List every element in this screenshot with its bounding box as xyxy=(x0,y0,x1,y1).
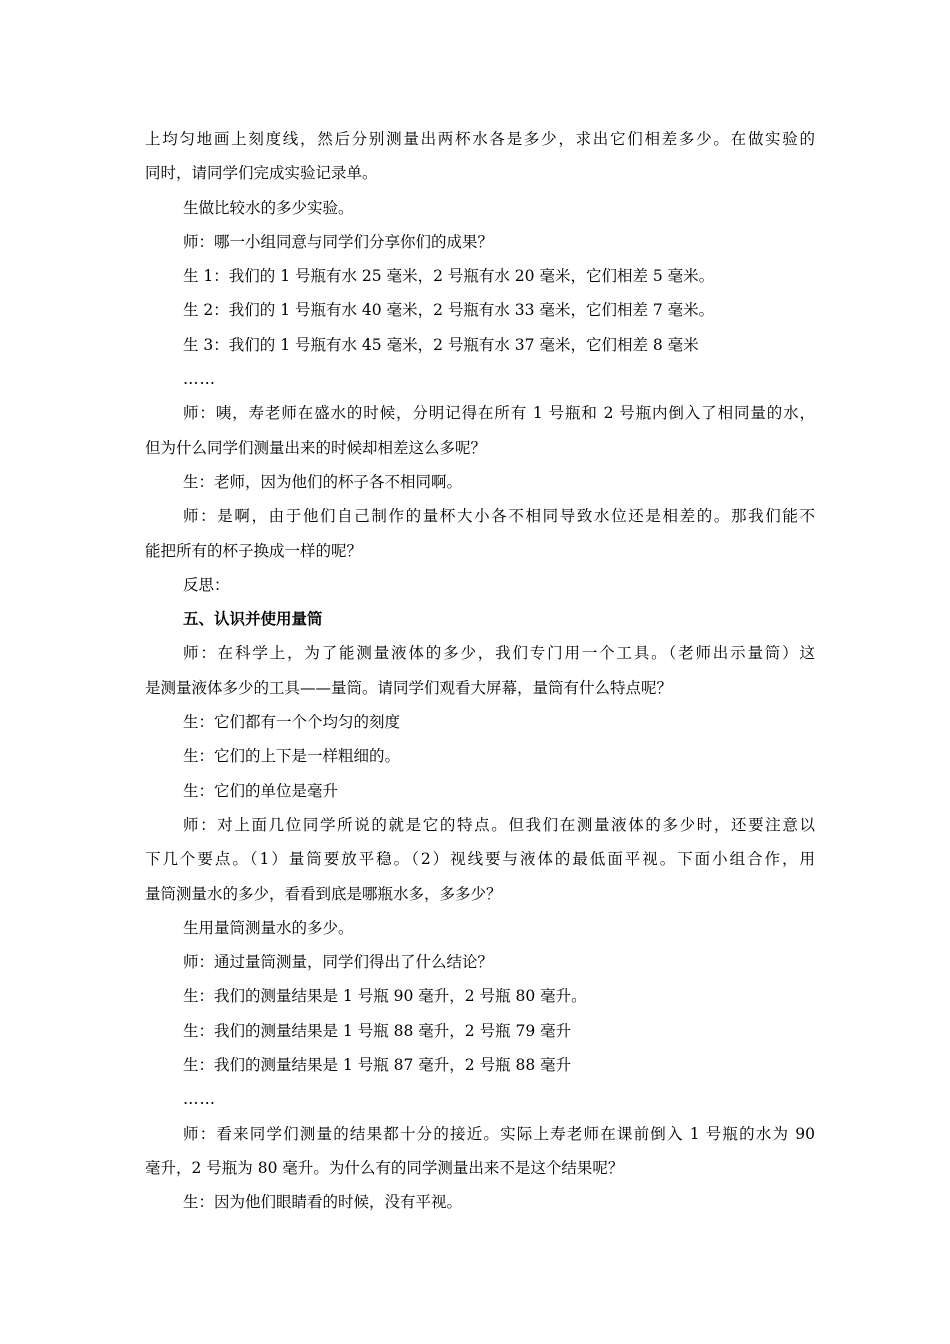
dialogue-line: 师：咦，寿老师在盛水的时候，分明记得在所有 1 号瓶和 2 号瓶内倒入了相同量的水， xyxy=(183,404,815,423)
dialogue-line: 但为什么同学们测量出来的时候却相差这么多呢？ xyxy=(145,438,487,457)
dialogue-line: 生：我们的测量结果是 1 号瓶 87 毫升，2 号瓶 88 毫升 xyxy=(183,1056,572,1075)
dialogue-line: 师：是啊，由于他们自己制作的量杯大小各不相同导致水位还是相差的。那我们能不 xyxy=(183,507,815,526)
paragraph-line: 同时，请同学们完成实验记录单。 xyxy=(145,164,378,183)
dialogue-line: 下几个要点。（1）量筒要放平稳。（2）视线要与液体的最低面平视。下面小组合作，用 xyxy=(145,850,815,869)
dialogue-line: 师：通过量筒测量，同学们得出了什么结论？ xyxy=(183,953,494,972)
paragraph-line: 上均匀地画上刻度线，然后分别测量出两杯水各是多少，求出它们相差多少。在做实验的 xyxy=(145,130,815,148)
paragraph-line: 生用量筒测量水的多少。 xyxy=(183,918,354,937)
dialogue-line: 师：哪一小组同意与同学们分享你们的成果？ xyxy=(183,232,494,251)
dialogue-line: 师：在科学上，为了能测量液体的多少，我们专门用一个工具。（老师出示量筒）这 xyxy=(183,644,815,663)
dialogue-line: 是测量液体多少的工具——量筒。请同学们观看大屏幕，量筒有什么特点呢？ xyxy=(145,678,673,697)
dialogue-line: 生：我们的测量结果是 1 号瓶 88 毫升，2 号瓶 79 毫升 xyxy=(183,1021,572,1040)
dialogue-line: 生：老师，因为他们的杯子各不相同啊。 xyxy=(183,472,463,491)
dialogue-line: 毫升，2 号瓶为 80 毫升。为什么有的同学测量出来不是这个结果呢？ xyxy=(145,1158,624,1177)
dialogue-line: 生：它们的单位是毫升 xyxy=(183,781,339,800)
ellipsis-line: …… xyxy=(183,370,216,389)
dialogue-line: 能把所有的杯子换成一样的呢？ xyxy=(145,541,363,560)
dialogue-line: 生：因为他们眼睛看的时候，没有平视。 xyxy=(183,1193,463,1212)
dialogue-line: 师：看来同学们测量的结果都十分的接近。实际上寿老师在课前倒入 1 号瓶的水为 90 xyxy=(183,1124,815,1143)
reflection-label: 反思： xyxy=(183,575,230,594)
ellipsis-line: …… xyxy=(183,1090,216,1109)
dialogue-line: 生 3：我们的 1 号瓶有水 45 毫米，2 号瓶有水 37 毫米，它们相差 8 毫米 xyxy=(183,335,699,354)
dialogue-line: 生：我们的测量结果是 1 号瓶 90 毫升，2 号瓶 80 毫升。 xyxy=(183,987,587,1006)
dialogue-line: 师：对上面几位同学所说的就是它的特点。但我们在测量液体的多少时，还要注意以 xyxy=(183,815,815,834)
paragraph-line: 生做比较水的多少实验。 xyxy=(183,198,354,217)
dialogue-line: 量筒测量水的多少，看看到底是哪瓶水多，多多少？ xyxy=(145,884,502,903)
section-heading: 五、认识并使用量筒 xyxy=(183,610,323,629)
dialogue-line: 生 2：我们的 1 号瓶有水 40 毫米，2 号瓶有水 33 毫米，它们相差 7 毫米。 xyxy=(183,301,715,320)
dialogue-line: 生：它们都有一个个均匀的刻度 xyxy=(183,713,401,732)
document-body xyxy=(145,122,815,1220)
dialogue-line: 生 1：我们的 1 号瓶有水 25 毫米，2 号瓶有水 20 毫米，它们相差 5 毫米。 xyxy=(183,267,715,286)
dialogue-line: 生：它们的上下是一样粗细的。 xyxy=(183,747,401,766)
